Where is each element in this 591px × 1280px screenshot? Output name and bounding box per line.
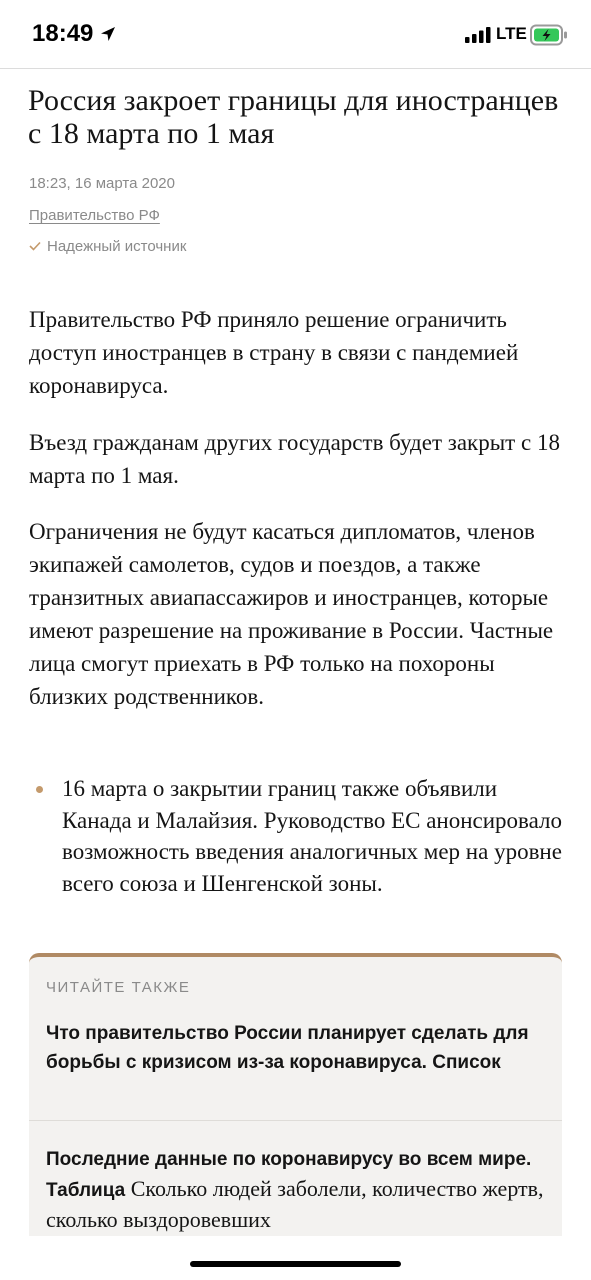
bottom-safe-area: [0, 1236, 591, 1280]
status-divider: [0, 68, 591, 69]
signal-icon: [465, 27, 491, 48]
bullet-item: 16 марта о закрытии границ также объявили Канада и Малайзия. Руководство ЕС анонсировало возможность введения аналогичных мер на уровне всего союза и Шенгенской зоны.: [62, 776, 562, 896]
reliable-source-badge: [29, 238, 186, 255]
read-also-link[interactable]: Что правительство России планирует сделать для борьбы с кризисом из-за коронавируса. Список: [46, 1023, 529, 1073]
read-also-divider: [29, 1120, 562, 1121]
article-date: 18:23, 16 марта 2020: [29, 175, 175, 192]
read-also-link[interactable]: [46, 1143, 546, 1234]
read-also-link-subtitle: Сколько людей заболели, количество жертв, сколько выздоровевших: [46, 1176, 544, 1232]
bullet-marker: [36, 786, 43, 793]
reliable-source-label: Надежный источник: [47, 238, 187, 255]
read-also-header: ЧИТАЙТЕ ТАКЖЕ: [46, 979, 191, 996]
network-label: LTE: [496, 24, 527, 43]
source-link[interactable]: Правительство РФ: [29, 207, 160, 224]
home-indicator[interactable]: [190, 1261, 401, 1267]
article-paragraph: Въезд гражданам других государств будет закрыт с 18 марта по 1 мая.: [29, 430, 560, 488]
status-time: 18:49: [32, 20, 94, 47]
location-arrow-icon: [100, 26, 116, 47]
battery-charging-icon: [530, 24, 570, 51]
article-title: Россия закроет границы для иностранцев с 18 марта по 1 мая: [28, 84, 559, 150]
read-also-card: [29, 953, 562, 1257]
read-also-link-title: Последние данные по коронавирусу во всем мире. Таблица: [46, 1149, 532, 1201]
status-bar: [0, 0, 591, 68]
article-paragraph: Ограничения не будут касаться дипломатов, членов экипажей самолетов, судов и поездов, а также транзитных авиапассажиров и иностранцев, которые имеют разрешение на проживание в России. Частные лица смогут приехать в РФ только на похороны близких родственников.: [29, 519, 554, 709]
checkmark-icon: [29, 238, 47, 255]
article-paragraph: Правительство РФ приняло решение ограничить доступ иностранцев в страну в связи с пандемией коронавируса.: [29, 307, 519, 398]
